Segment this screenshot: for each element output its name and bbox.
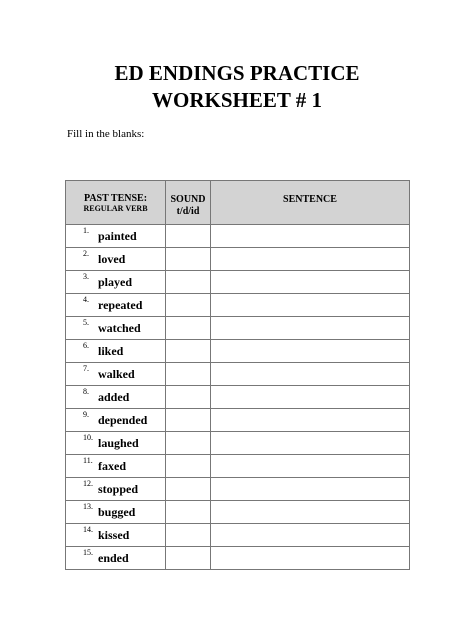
verb-cell xyxy=(66,294,166,317)
sound-blank-cell[interactable] xyxy=(166,478,211,501)
verb-cell xyxy=(66,547,166,570)
sentence-blank-cell[interactable] xyxy=(211,294,410,317)
header-sound-options: t/d/id xyxy=(176,206,200,217)
verb-cell xyxy=(66,409,166,432)
page-title-line-2: WORKSHEET # 1 xyxy=(152,88,322,112)
sentence-blank-cell[interactable] xyxy=(211,478,410,501)
verb-cell xyxy=(66,248,166,271)
header-past-tense-label: PAST TENSE: xyxy=(83,193,148,204)
verb-cell xyxy=(66,225,166,248)
row-number: 6. xyxy=(83,341,89,350)
sound-blank-cell[interactable] xyxy=(166,363,211,386)
row-number: 10. xyxy=(83,433,93,442)
header-past-tense xyxy=(66,181,166,225)
sound-blank-cell[interactable] xyxy=(166,547,211,570)
row-number: 15. xyxy=(83,548,93,557)
verb-cell xyxy=(66,340,166,363)
instructions: Fill in the blanks: xyxy=(67,128,145,140)
sentence-blank-cell[interactable] xyxy=(211,409,410,432)
verb-text: watched xyxy=(98,321,141,335)
verb-text: repeated xyxy=(98,298,143,312)
verb-cell xyxy=(66,501,166,524)
verb-text: laughed xyxy=(98,436,139,450)
table-row xyxy=(66,409,410,432)
table-row xyxy=(66,432,410,455)
sound-blank-cell[interactable] xyxy=(166,386,211,409)
sentence-blank-cell[interactable] xyxy=(211,432,410,455)
table-row xyxy=(66,271,410,294)
verb-text: liked xyxy=(98,344,124,358)
sound-blank-cell[interactable] xyxy=(166,317,211,340)
sound-blank-cell[interactable] xyxy=(166,271,211,294)
verb-cell xyxy=(66,386,166,409)
sentence-blank-cell[interactable] xyxy=(211,547,410,570)
table-row xyxy=(66,501,410,524)
sound-blank-cell[interactable] xyxy=(166,248,211,271)
sentence-blank-cell[interactable] xyxy=(211,363,410,386)
verb-text: faxed xyxy=(98,459,126,473)
sound-blank-cell[interactable] xyxy=(166,432,211,455)
row-number: 7. xyxy=(83,364,89,373)
verb-text: loved xyxy=(98,252,126,266)
table-row xyxy=(66,317,410,340)
page-title-line-1: ED ENDINGS PRACTICE xyxy=(114,61,360,85)
verb-text: kissed xyxy=(98,528,130,542)
table-row xyxy=(66,478,410,501)
table-row xyxy=(66,294,410,317)
verb-cell xyxy=(66,478,166,501)
table-row xyxy=(66,363,410,386)
table-row xyxy=(66,524,410,547)
sound-blank-cell[interactable] xyxy=(166,455,211,478)
row-number: 1. xyxy=(83,226,89,235)
sentence-blank-cell[interactable] xyxy=(211,340,410,363)
sound-blank-cell[interactable] xyxy=(166,225,211,248)
sound-blank-cell[interactable] xyxy=(166,409,211,432)
sentence-blank-cell[interactable] xyxy=(211,524,410,547)
verb-text: painted xyxy=(98,229,137,243)
header-sound xyxy=(166,181,211,225)
header-sentence-label: SENTENCE xyxy=(283,194,337,205)
table-row xyxy=(66,340,410,363)
header-regular-verb-label: REGULAR VERB xyxy=(83,204,148,213)
worksheet-table xyxy=(65,180,410,570)
sound-blank-cell[interactable] xyxy=(166,294,211,317)
row-number: 2. xyxy=(83,249,89,258)
row-number: 13. xyxy=(83,502,93,511)
sentence-blank-cell[interactable] xyxy=(211,225,410,248)
verb-cell xyxy=(66,524,166,547)
verb-text: played xyxy=(98,275,133,289)
sentence-blank-cell[interactable] xyxy=(211,271,410,294)
sound-blank-cell[interactable] xyxy=(166,340,211,363)
verb-text: ended xyxy=(98,551,129,565)
row-number: 5. xyxy=(83,318,89,327)
verb-text: stopped xyxy=(98,482,139,496)
verb-cell xyxy=(66,432,166,455)
sentence-blank-cell[interactable] xyxy=(211,386,410,409)
header-sentence xyxy=(211,181,410,225)
sentence-blank-cell[interactable] xyxy=(211,455,410,478)
row-number: 14. xyxy=(83,525,93,534)
table-header-row xyxy=(66,181,410,225)
verb-cell xyxy=(66,317,166,340)
verb-text: bugged xyxy=(98,505,136,519)
row-number: 8. xyxy=(83,387,89,396)
verb-text: added xyxy=(98,390,130,404)
table-row xyxy=(66,455,410,478)
row-number: 12. xyxy=(83,479,93,488)
sound-blank-cell[interactable] xyxy=(166,524,211,547)
verb-cell xyxy=(66,363,166,386)
verb-text: depended xyxy=(98,413,148,427)
verb-cell xyxy=(66,455,166,478)
sentence-blank-cell[interactable] xyxy=(211,501,410,524)
sound-blank-cell[interactable] xyxy=(166,501,211,524)
verb-text: walked xyxy=(98,367,135,381)
sentence-blank-cell[interactable] xyxy=(211,248,410,271)
row-number: 9. xyxy=(83,410,89,419)
header-sound-label: SOUND xyxy=(170,194,206,205)
row-number: 3. xyxy=(83,272,89,281)
table-row xyxy=(66,386,410,409)
row-number: 11. xyxy=(83,456,93,465)
row-number: 4. xyxy=(83,295,89,304)
table-row xyxy=(66,248,410,271)
table-row xyxy=(66,225,410,248)
verb-cell xyxy=(66,271,166,294)
sentence-blank-cell[interactable] xyxy=(211,317,410,340)
table-row xyxy=(66,547,410,570)
